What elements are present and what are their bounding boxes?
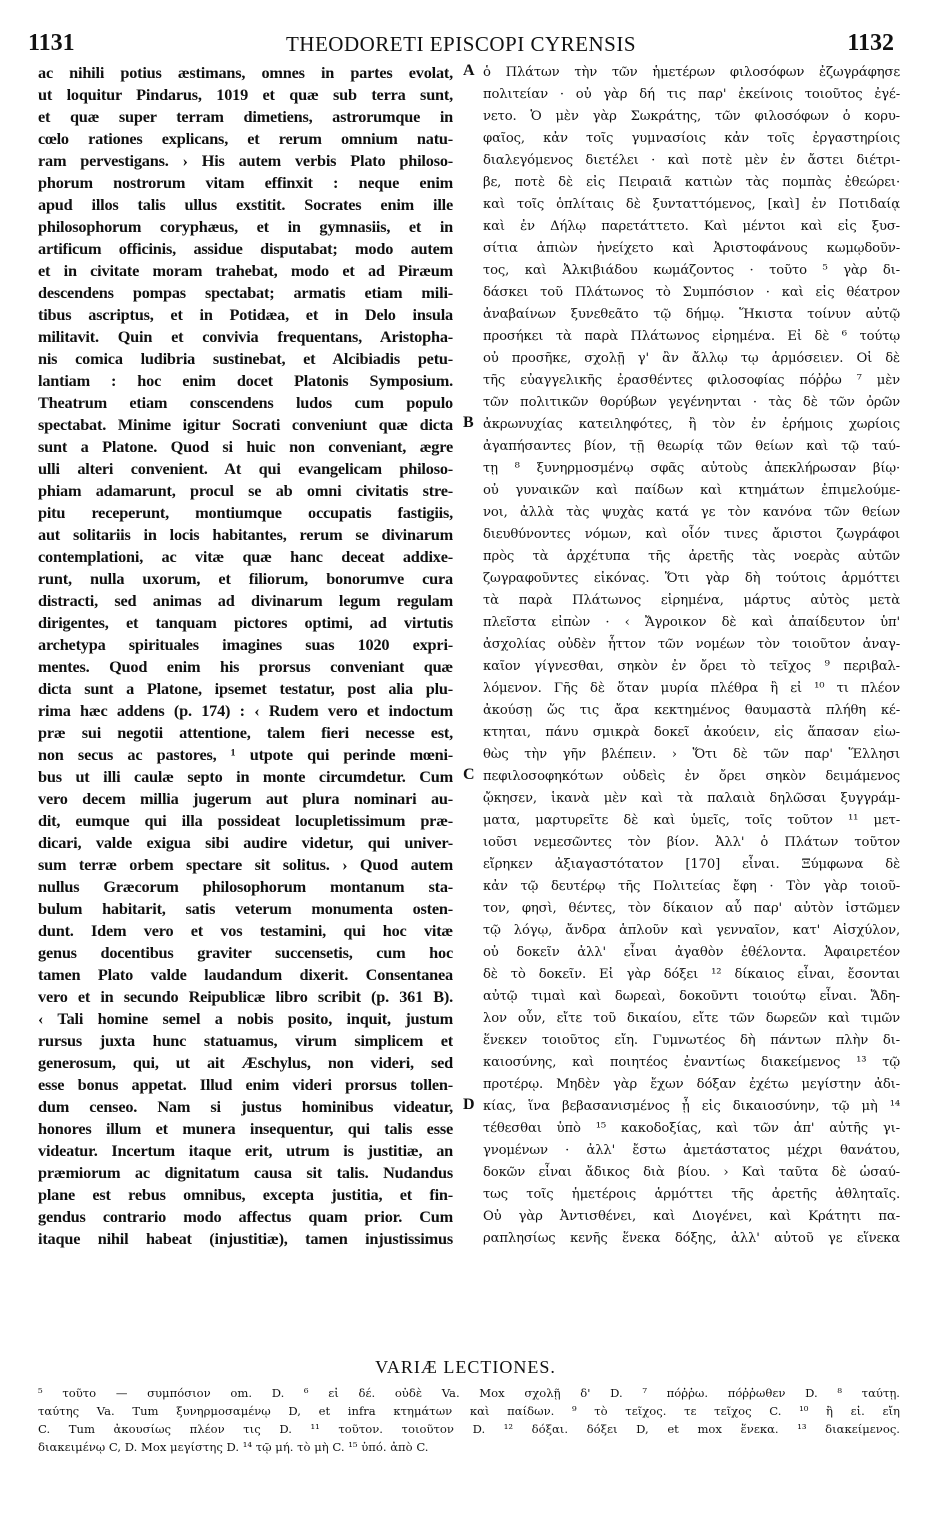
latin-text-line: phorum nostrorum vitam effinxit : neque enim xyxy=(38,173,453,192)
latin-text-line: pitu receperunt, montiumque occupatis fastigiis, xyxy=(38,503,453,522)
latin-text-line: archetypa spirituales imagines suas 1020 expri- xyxy=(38,635,453,654)
greek-text-line: προτέρῳ. Μηδὲν γὰρ ἔχων δόξαν ἐχέτω μεγίστην ἀδι- xyxy=(483,1077,900,1092)
latin-text-line: ut loquitur Pindarus, 1019 et quæ sub terra sunt, xyxy=(38,85,453,104)
greek-text-line: ματα, μαρτυρεῖτε δὲ καὶ ὑμεῖς, τοῖς τοῦτον ¹¹ μετ- xyxy=(483,813,900,828)
greek-text-line: τως τοῖς ἡμετέροις ἁρμόττει τῆς ἀρετῆς ἀθληταῖς. xyxy=(483,1187,900,1202)
latin-text-line: artificum officinis, assidue disputabat; modo autem xyxy=(38,239,453,258)
footnote-line: ταύτης Va. Tum ξυνηρμοσαμένῳ D, et infra κτημάτων καὶ παίδων. ⁹ τὸ τεῖχος. τε τεῖχος C. ¹⁰ ἢ εἰ. εἴη xyxy=(38,1404,900,1418)
latin-text-line: lantiam : hoc enim docet Platonis Symposium. xyxy=(38,371,453,390)
greek-text-line: λον οὖν, εἴτε τοῦ δικαίου, εἴτε τῶν δωρεῶν καὶ τιμῶν xyxy=(483,1011,900,1026)
latin-text-line: rima hæc addens (p. 174) : ‹ Rudem vero et indoctum xyxy=(38,701,453,720)
latin-text-line: dum censeo. Nam si justus hominibus videatur, xyxy=(38,1097,453,1116)
greek-text-line: νετο. Ὁ μὲν γὰρ Σωκράτης, τῶν φιλοσόφων ὁ κορυ- xyxy=(483,109,900,124)
margin-letter-b: B xyxy=(463,414,474,431)
greek-text-line: ἀσχολίας οὐδὲν ἧττον τῶν νομέων τὸν τοιοῦτον ἀναγ- xyxy=(483,637,900,652)
latin-text-line: mentes. Quod enim his prorsus conveniant quæ xyxy=(38,657,453,676)
latin-text-line: dicta sunt a Platone, ipsemet testatur, post alia plu- xyxy=(38,679,453,698)
footnote-line: C. Tum ἀκουσίως πλέον τις D. ¹¹ τοῦτον. τοιοῦτον D. ¹² δόξαι. δόξει D, et mox ἕνεκα. ¹³ διακείμενος. xyxy=(38,1422,900,1436)
greek-text-line: σίτια ἀπιὼν ἠνείχετο καὶ Ἀριστοφάνους κωμῳδοῦν- xyxy=(483,241,900,256)
greek-text-line: πλεῖστα εἰπὼν · ‹ Ἄγροικον δὲ καὶ ἀπαίδευτον ὑπ' xyxy=(483,615,900,630)
latin-text-line: phiam adamarunt, procul se ab omni civitatis stre- xyxy=(38,481,453,500)
page-number-right: 1132 xyxy=(847,30,894,56)
greek-text-line: ιοῦσι νεμεσῶντες τὸν βίον. Ἀλλ' ὁ Πλάτων τοῦτον xyxy=(483,835,900,850)
latin-text-line: rursus juxta hunc statuamus, virum simplicem et xyxy=(38,1031,453,1050)
greek-text-line: καιοσύνης, καὶ ποιητέος ἐναντίως διακείμενος ¹³ τῷ xyxy=(483,1055,900,1070)
latin-text-line: spectabat. Minime igitur Socrati conveniunt quæ dicta xyxy=(38,415,453,434)
greek-text-line: τος, καὶ Ἀλκιβιάδου κωμάζοντος · τοῦτο ⁵ γὰρ δι- xyxy=(483,263,900,278)
latin-text-line: militavit. Quin et convivia frequentans, Aristopha- xyxy=(38,327,453,346)
greek-text-line: αὐτῷ τιμαὶ καὶ δωρεαὶ, δοκοῦντι τοιούτῳ εἶναι. Ἄδη- xyxy=(483,989,900,1004)
latin-text-line: distracti, sed animas ad divinarum legum regulam xyxy=(38,591,453,610)
latin-text-line: videatur. Incertum itaque erit, utrum is justitiæ, an xyxy=(38,1141,453,1160)
greek-text-line: βε, ποτὲ δὲ εἰς Πειραιᾶ κατιὼν τὰς πομπὰς ἐθεώρει· xyxy=(483,175,900,190)
greek-text-line: πρὸς τὰ ἀρχέτυπα τῆς ἀρετῆς τὰς νοερὰς αὐτῶν xyxy=(483,549,900,564)
latin-text-line: esse bonus appetat. Illud enim videri prorsus tollen- xyxy=(38,1075,453,1094)
latin-text-line: bulum habitarit, satis veterum monumenta osten- xyxy=(38,899,453,918)
greek-text-line: ἀκρωνυχίας κατειληφότες, ἢ τὸν ἐν ἐρήμοις χωρίοις xyxy=(483,417,900,432)
footnotes xyxy=(38,1384,900,1456)
greek-text-line: εἴρηκεν ἀξιαγαστότατον [170] εἶναι. Ξύμφωνα δὲ xyxy=(483,857,900,872)
latin-text-line: non secus ac pastores, ¹ utpote qui perinde mœni- xyxy=(38,745,453,764)
latin-text-line: Theatrum etiam conscendens ludos cum populo xyxy=(38,393,453,412)
latin-text-line: præ sui negotii attentione, talem fieri necesse est, xyxy=(38,723,453,742)
latin-text-line: vero et in secundo Reipublicæ libro scribit (p. 361 B). xyxy=(38,987,453,1006)
latin-text-line: sum terræ orbem spectare sit solitus. › Quod autem xyxy=(38,855,453,874)
latin-text-line: contemplationi, ac vitæ quæ hanc deceat addixe- xyxy=(38,547,453,566)
latin-text-line: tibus ascriptus, et in Potidæa, et in Delo insula xyxy=(38,305,453,324)
page-number-left: 1131 xyxy=(28,30,75,56)
latin-text-line: vero decem millia jugerum aut plura nominari au- xyxy=(38,789,453,808)
greek-text-line: καὶ ἐν Δήλῳ παρετάττετο. Καὶ μέντοι καὶ εἰς ξυσ- xyxy=(483,219,900,234)
greek-text-line: τέθεσθαι ὑπὸ ¹⁵ κακοδοξίας, καὶ τῶν ἀπ' αὐτῆς γι- xyxy=(483,1121,900,1136)
greek-text-line: τῶν πολιτικῶν θορύβων γεγένηνται · τὰς δὲ τῶν ὀρῶν xyxy=(483,395,900,410)
margin-letter-c: C xyxy=(463,766,475,783)
running-title: THEODORETI EPISCOPI CYRENSIS xyxy=(285,32,637,56)
greek-text-line: πολιτείαν · οὐ γὰρ δή τις παρ' ἐκείνοις τοιοῦτος ἐγέ- xyxy=(483,87,900,102)
latin-text-line: sunt a Platone. Quod si huic non conveniant, ægre xyxy=(38,437,453,456)
latin-text-line: dunt. Idem vero et vos testamini, qui hoc vitæ xyxy=(38,921,453,940)
latin-text-line: tamen Plato valde laudandum dixerit. Consentanea xyxy=(38,965,453,984)
latin-text-line: et quæ super terram dimetiens, astrorumque in xyxy=(38,107,453,126)
greek-text-line: καὶ τοῖς ὁπλίταις δὲ ξυνταττόμενος, [καὶ] ἐν Ποτιδαίᾳ xyxy=(483,197,900,212)
greek-text-line: καῖον γίγνεσθαι, σηκὸν ἐν ὄρει τὸ τεῖχος ⁹ περιβαλ- xyxy=(483,659,900,674)
greek-text-line: τῃ ⁸ ξυνηρμοσμένῳ σφᾶς αὐτοὺς ἀπεκλήρωσαν βίῳ· xyxy=(483,461,900,476)
latin-text-line: aut solitariis in locis habitantes, rerum se divinarum xyxy=(38,525,453,544)
latin-text-line: ‹ Tali homine semel a nobis posito, inquit, justum xyxy=(38,1009,453,1028)
latin-text-line: gendus contrario modo affectus quam prior. Cum xyxy=(38,1207,453,1226)
running-header xyxy=(28,30,894,60)
greek-text-line: δὲ τὸ δοκεῖν. Εἰ γὰρ δόξει ¹² δίκαιος εἶναι, ἔσονται xyxy=(483,967,900,982)
greek-text-line: οὐ προσῆκε, σχολῇ γ' ἂν ἄλλῳ τῳ ἁρμόσειεν. Οἱ δὲ xyxy=(483,351,900,366)
greek-text-line: νοι, ἀλλὰ τὰς ψυχὰς κατά γε τὸν κανόνα τῶν θείων xyxy=(483,505,900,520)
latin-text-line: itaque nihil habeat (injustitiæ), tamen injustissimus xyxy=(38,1229,453,1248)
latin-text-line: runt, nulla uxorum, et filiorum, bonorumve cura xyxy=(38,569,453,588)
greek-text-line: προσήκει τὰ παρὰ Πλάτωνος εἰρημένα. Εἰ δὲ ⁶ τούτῳ xyxy=(483,329,900,344)
latin-text-line: generosum, qui, ut ait Æschylus, non videri, sed xyxy=(38,1053,453,1072)
greek-text-line: ἀκούσῃ ὥς τις ἄρα κεκτημένος θαυμαστὰ πλήθη κέ- xyxy=(483,703,900,718)
greek-text-line: θὼς τὴν γῆν βλέπειν. › Ὅτι δὲ τῶν παρ' Ἕλλησι xyxy=(483,747,900,762)
latin-text-line: dit, eumque qui illa possideat locupletissimum præ- xyxy=(38,811,453,830)
greek-text-line: φαῖος, κἀν τοῖς γυμνασίοις κἀν τοῖς ἐργαστηρίοις xyxy=(483,131,900,146)
latin-text-line: et in civitate moram trahebat, modo et ad Piræum xyxy=(38,261,453,280)
greek-column xyxy=(483,62,900,1250)
latin-text-line: cœlo rationes explicans, et rerum omnium natu- xyxy=(38,129,453,148)
greek-text-line: διαλεγόμενος διετέλει · καὶ ποτὲ μὲν ἐν ἄστει διέτρι- xyxy=(483,153,900,168)
greek-text-line: ἕνεκεν τοιοῦτος εἴη. Γυμνωτέος δὴ πάντων πλὴν δι- xyxy=(483,1033,900,1048)
latin-text-line: honores illum et munera insequentur, qui talis esse xyxy=(38,1119,453,1138)
greek-text-line: κἀν τῷ δευτέρῳ τῆς Πολιτείας ἔφη · Τὸν γὰρ τοιοῦ- xyxy=(483,879,900,894)
greek-text-line: τὰ παρὰ Πλάτωνος εἰρημένα, μάρτυς αὐτὸς μετὰ xyxy=(483,593,900,608)
greek-text-line: οὐ γυναικῶν καὶ παίδων καὶ κτημάτων ἐπιμελούμε- xyxy=(483,483,900,498)
greek-text-line: λόμενον. Γῆς δὲ ὅταν μυρία πλέθρα ἢ εἰ ¹⁰ τι πλέον xyxy=(483,681,900,696)
greek-text-line: κίας, ἵνα βεβασανισμένος ᾖ εἰς δικαιοσύνην, τῷ μὴ ¹⁴ xyxy=(483,1099,900,1114)
footnote-line: ⁵ τοῦτο — συμπόσιον om. D. ⁶ εἰ δέ. οὐδὲ Va. Mox σχολῇ δ' D. ⁷ πόῤῥω. πόῤῥωθεν D. ⁸ ταύτῃ. xyxy=(38,1386,900,1400)
greek-text-line: τον, φησὶ, θέντες, τὸν δίκαιον αὖ παρ' αὐτὸν ἱστῶμεν xyxy=(483,901,900,916)
greek-text-line: τῷ λόγῳ, ἄνδρα ἁπλοῦν καὶ γενναῖον, κατ' Αἰσχύλον, xyxy=(483,923,900,938)
margin-letter-d: D xyxy=(463,1096,475,1113)
greek-text-line: τῆς εὐαγγελικῆς ἐρασθέντες φιλοσοφίας πόῤῥω ⁷ μὲν xyxy=(483,373,900,388)
greek-text-line: ἀγαπήσαντες βίον, τῇ θεωρίᾳ τῶν θείων καὶ τῷ ταύ- xyxy=(483,439,900,454)
greek-text-line: κτηται, πάνυ σμικρὰ δοκεῖ ἀκούειν, εἰς ἅπασαν εἰω- xyxy=(483,725,900,740)
greek-text-line: ραπλησίως κενῆς ἕνεκα δόξης, ἀλλ' αὐτοῦ γε εἵνεκα xyxy=(483,1231,900,1246)
latin-text-line: descendens pompas spectabat; armatis etiam mili- xyxy=(38,283,453,302)
greek-text-line: πεφιλοσοφηκότων οὐδεὶς ἐν ὄρει σηκὸν δειμάμενος xyxy=(483,769,900,784)
latin-text-line: genus docentibus graviter succensetis, cum hoc xyxy=(38,943,453,962)
greek-text-line: ὁ Πλάτων τὴν τῶν ἡμετέρων φιλοσόφων ἐζωγράφησε xyxy=(483,65,900,80)
latin-text-line: dicari, valde exigua sibi audire videtur, qui univer- xyxy=(38,833,453,852)
greek-text-line: ᾤκησεν, ἱκανὰ μὲν καὶ τὰ παλαιὰ δηλῶσαι ξυγγράμ- xyxy=(483,791,900,806)
greek-text-line: ζωγραφοῦντες εἰκόνας. Ὅτι γὰρ δὴ τούτοις ἁρμόττει xyxy=(483,571,900,586)
footnote-line: διακειμένῳ C, D. Mox μεγίστης D. ¹⁴ τῷ μή. τὸ μὴ C. ¹⁵ ὑπό. ἀπὸ C. xyxy=(38,1440,429,1454)
greek-text-line: διευθύνοντες νόμων, καὶ οἷόν τινες ἄριστοι ζωγράφοι xyxy=(483,527,900,542)
latin-column xyxy=(38,62,453,1250)
variae-lectiones-heading: VARIÆ LECTIONES. xyxy=(375,1357,556,1377)
latin-text-line: præmiorum ac dignitatum causa sit talis. Nudandus xyxy=(38,1163,453,1182)
latin-text-line: nis comica ludibria sustinebat, et Alcibiadis petu- xyxy=(38,349,453,368)
latin-text-line: ulli alteri convenient. At qui evangelicam philoso- xyxy=(38,459,453,478)
latin-text-line: bus ut illi caulæ septo in monte circumdetur. Cum xyxy=(38,767,453,786)
greek-text-line: Οὐ γὰρ Ἀντισθένει, καὶ Διογένει, καὶ Κράτητι πα- xyxy=(483,1209,900,1224)
greek-text-line: δάσκει τοῦ Πλάτωνος τὸ Συμπόσιον · καὶ εἰς θέατρον xyxy=(483,285,900,300)
latin-text-line: plane est rebus omnibus, excepta justitia, et fin- xyxy=(38,1185,453,1204)
latin-text-line: ac nihili potius æstimans, omnes in partes evolat, xyxy=(38,63,453,82)
greek-text-line: δοκῶν εἶναι ἄδικος διὰ βίου. › Καὶ ταῦτα δὲ ὡσαύ- xyxy=(483,1165,900,1180)
latin-text-line: nullus Græcorum philosophorum montanum sta- xyxy=(38,877,453,896)
latin-text-line: apud illos talis ullus exstitit. Socrates enim ille xyxy=(38,195,453,214)
greek-text-line: γνομένων · ἀλλ' ἔστω ἀμετάστατος μέχρι θανάτου, xyxy=(483,1143,900,1158)
margin-letter-a: A xyxy=(463,62,475,79)
greek-text-line: οὐ δοκεῖν ἀλλ' εἶναι ἀγαθὸν ἐθέλοντα. Ἀφαιρετέον xyxy=(483,945,900,960)
latin-text-line: ram pervestigans. › His autem verbis Plato philoso- xyxy=(38,151,453,170)
greek-text-line: ἀναβαίνων ξυνεθεᾶτο τῷ δήμῳ. Ἥκιστα τοίνυν αὐτῷ xyxy=(483,307,900,322)
latin-text-line: dirigentes, et tanquam pictores optimi, ad virtutis xyxy=(38,613,453,632)
latin-text-line: philosophorum coryphæus, et in gymnasiis, et in xyxy=(38,217,453,236)
